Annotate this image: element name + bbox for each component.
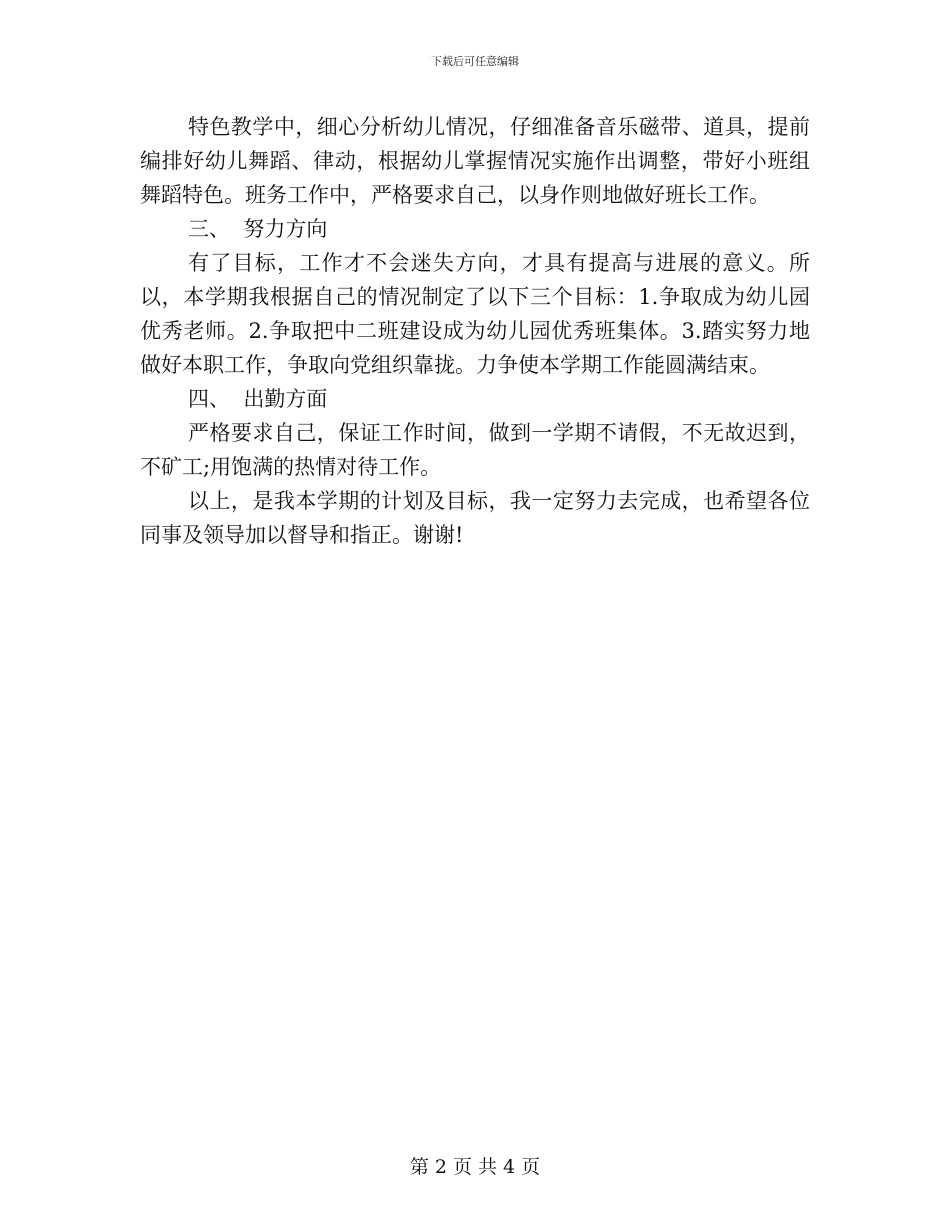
document-body bbox=[140, 110, 810, 552]
section-heading-direction: 三、 努力方向 bbox=[188, 217, 328, 241]
page-number-footer: 第 2 页 共 4 页 bbox=[409, 1156, 541, 1178]
header-note: 下载后可任意编辑 bbox=[431, 55, 519, 68]
paragraph-teaching: 特色教学中，细心分析幼儿情况，仔细准备音乐磁带、道具，提前编排好幼儿舞蹈、律动，根据幼儿掌握情况实施作出调整，带好小班组舞蹈特色。班务工作中，严格要求自己，以身作则地做好班长工作。 bbox=[140, 115, 810, 207]
section-heading-attendance: 四、 出勤方面 bbox=[188, 387, 328, 411]
paragraph-attendance: 严格要求自己，保证工作时间，做到一学期不请假，不无故迟到，不矿工;用饱满的热情对待工作。 bbox=[140, 421, 810, 479]
paragraph-goals: 有了目标，工作才不会迷失方向，才具有提高与进展的意义。所以，本学期我根据自己的情况制定了以下三个目标：1.争取成为幼儿园优秀老师。2.争取把中二班建设成为幼儿园优秀班集体。3.踏实努力地做好本职工作，争取向党组织靠拢。力争使本学期工作能圆满结束。 bbox=[140, 251, 810, 377]
paragraph-closing: 以上，是我本学期的计划及目标，我一定努力去完成，也希望各位同事及领导加以督导和指正。谢谢! bbox=[140, 489, 810, 547]
